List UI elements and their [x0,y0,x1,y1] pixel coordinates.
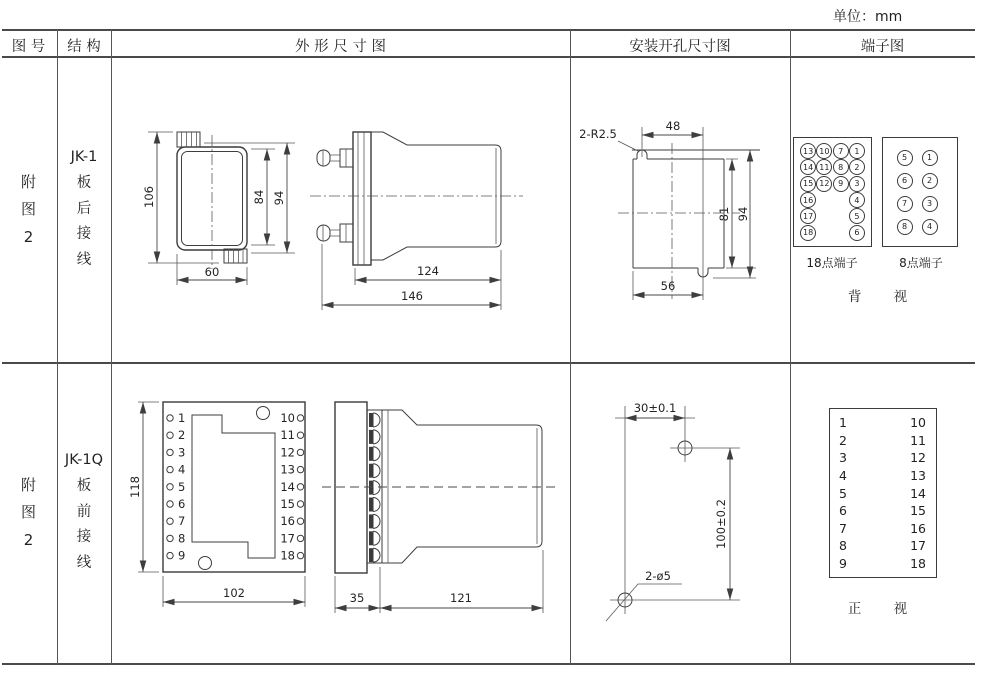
dim-48: 48 [665,119,681,133]
figure-no-char: 附 [20,172,36,191]
dim-102: 102 [223,586,245,600]
bolt-head-icon [373,548,380,562]
structure-text: 接 [76,529,92,546]
structure-text: JK-1 [70,148,98,165]
terminal-number: 11 [910,432,926,448]
bolt-shaft-icon [369,498,374,512]
cell-figure-no-jk1q [0,362,57,663]
front-terminals-right [280,411,303,563]
terminal-number: 3 [839,450,847,466]
terminal-number: 15 [280,497,295,511]
front-terminals-left [167,411,186,563]
terminal-circle: 6 [897,173,913,189]
terminal-dot [297,518,303,524]
terminal-box-18 [829,408,937,578]
terminal-circle: 5 [849,208,865,224]
terminal-dot [167,552,173,558]
jk1-front-dimensions [142,132,295,285]
terminal-number: 13 [280,462,295,477]
terminal-dot [167,501,173,507]
bolt-shaft-icon [369,464,374,478]
jk1-side-dimensions [322,244,501,310]
terminal-number: 4 [839,467,847,483]
rear-view-label: 背 视 [847,289,922,305]
bolt-head-icon [373,531,380,545]
jk1q-drill-dimensions [615,401,730,600]
unit-label: 单位：mm [833,9,903,25]
terminal-number: 1 [178,411,186,425]
jk1q-outline-drawing [111,362,570,663]
terminal-circle: 8 [833,159,849,175]
terminal-number: 16 [910,520,926,536]
dim-30: 30±0.1 [633,401,677,415]
bolt-head-icon [373,481,380,495]
terminal-dot [167,449,173,455]
terminal-circle: 3 [849,176,865,192]
terminal-number: 16 [280,514,295,529]
cell-figure-no-jk1 [0,57,57,362]
terminal-dot [297,552,303,558]
jk1q-side-dimensions [335,550,543,613]
cell-terminal-jk1 [790,57,975,362]
terminal-number: 9 [178,548,186,563]
terminal-circle: 17 [800,208,816,224]
terminal-dot [297,432,303,438]
terminal-number: 5 [178,479,186,494]
front-view-label: 正 视 [847,601,922,617]
terminal-circle: 4 [922,219,938,235]
dim-124: 124 [417,264,439,278]
dim-60: 60 [204,265,220,279]
terminal-dot [167,518,173,524]
terminal-circle: 1 [849,143,865,159]
terminal-number: 5 [839,485,847,501]
structure-text: JK-1Q [64,451,104,468]
dim-118: 118 [128,476,142,498]
jk1-outline-drawing [111,57,570,362]
bolt-shaft-icon [369,447,374,461]
terminal-circle: 4 [849,192,865,208]
terminal-circle: 2 [922,173,938,189]
jk1-side-view [310,132,523,265]
figure-no-char: 2 [23,530,34,549]
header-mounting: 安装开孔尺寸图 [629,39,731,55]
dim-121: 121 [450,591,472,605]
bolt-head-icon [373,498,380,512]
terminal-number: 14 [280,479,295,494]
header-terminal: 端子图 [860,39,905,55]
mounting-bolt-icon [317,224,353,242]
terminal-dot [167,466,173,472]
terminal-number: 17 [910,538,926,554]
terminal-dot [297,501,303,507]
bolt-shaft-icon [369,531,374,545]
structure-text: 接 [76,226,92,243]
bolt-shaft-icon [369,548,374,562]
structure-text: 板 [76,477,92,494]
mounting-bolt-icon [317,149,353,167]
terminal-18-label: 18点端子 [806,256,858,270]
cell-terminal-jk1q [790,362,975,663]
structure-text: 线 [76,555,92,572]
terminal-number: 4 [178,462,186,477]
terminal-dot [297,449,303,455]
terminal-dot [167,432,173,438]
terminal-number: 15 [910,503,926,519]
terminal-number: 3 [178,445,186,460]
structure-text: 后 [76,200,92,217]
terminal-circle: 8 [897,219,913,235]
terminal-numbers-left [839,415,847,571]
terminal-dot [297,466,303,472]
terminal-number: 18 [910,556,926,571]
terminal-circle: 6 [849,225,865,241]
dim-56: 56 [660,279,676,293]
terminal-circle: 15 [800,176,816,192]
jk1q-drill-drawing [570,362,790,663]
jk1-cutout-drawing [570,57,790,362]
terminal-circle: 3 [922,196,938,212]
bolt-shaft-icon [369,514,374,528]
terminal-number: 7 [839,520,847,536]
terminal-number: 2 [178,428,186,443]
terminal-numbers-right [910,415,926,571]
terminal-number: 6 [839,503,847,519]
figure-no-char: 图 [20,503,36,522]
terminal-number: 17 [280,531,295,546]
terminal-circle: 18 [800,225,816,241]
slot-radius-label: 2-R2.5 [579,127,617,141]
jk1-front-view [177,132,247,269]
row-jk1q [0,362,983,663]
jk1-cutout-dimensions [579,119,756,300]
terminal-dot [167,415,173,421]
dim-94: 94 [272,190,286,206]
row-jk1 [0,57,983,362]
terminal-grid-8 [882,137,958,247]
header-outline: 外 形 尺 寸 图 [295,39,386,55]
structure-text: 板 [76,174,92,191]
dim-94-cutout: 94 [736,206,750,222]
dim-146: 146 [401,289,423,303]
figure-no-char: 2 [23,227,34,246]
table-top-rule [2,29,975,31]
terminal-circle: 11 [816,159,832,175]
terminal-number: 10 [910,415,926,430]
structure-text: 线 [76,252,92,269]
terminal-dot [167,535,173,541]
bolt-head-icon [373,413,380,427]
terminal-dot [297,415,303,421]
terminal-bolts [369,413,380,562]
terminal-circle: 16 [800,192,816,208]
terminal-grid-18 [793,137,872,247]
bolt-head-icon [373,464,380,478]
terminal-dot [297,484,303,490]
terminal-number: 8 [839,538,847,554]
terminal-circle: 7 [897,196,913,212]
terminal-number: 14 [910,485,926,501]
cell-structure-jk1q [57,362,111,663]
figure-no-char: 附 [20,475,36,494]
header-structure: 结 构 [67,39,101,55]
terminal-circle: 1 [922,150,938,166]
hole-diameter-label: 2-ø5 [645,569,671,583]
terminal-circle: 10 [816,143,832,159]
jk1q-front-view [163,402,305,572]
dim-100: 100±0.2 [714,499,728,549]
terminal-number: 11 [280,428,295,443]
figure-no-char: 图 [20,200,36,219]
terminal-circle: 14 [800,159,816,175]
bolt-shaft-icon [369,430,374,444]
terminal-dot [167,484,173,490]
terminal-circle: 5 [897,150,913,166]
terminal-number: 6 [178,497,186,511]
terminal-8-label: 8点端子 [899,256,943,270]
bolt-shaft-icon [369,413,374,427]
terminal-number: 9 [839,556,847,571]
jk1q-side-view [322,402,555,573]
dim-84: 84 [252,189,266,205]
cell-structure-jk1 [57,57,111,362]
dim-81: 81 [717,206,731,222]
terminal-circle: 12 [816,176,832,192]
terminal-circle: 2 [849,159,865,175]
terminal-number: 12 [910,450,926,466]
terminal-number: 10 [280,411,295,425]
terminal-number: 1 [839,415,847,430]
terminal-number: 2 [839,432,847,448]
bolt-head-icon [373,447,380,461]
structure-text: 前 [76,503,92,520]
terminal-dot [297,535,303,541]
bolt-head-icon [373,514,380,528]
terminal-number: 13 [910,467,926,483]
terminal-circle: 13 [800,143,816,159]
terminal-circle: 9 [833,176,849,192]
jk1q-front-dimensions [128,402,305,607]
bolt-shaft-icon [369,481,374,495]
terminal-number: 7 [178,514,186,529]
bolt-head-icon [373,430,380,444]
terminal-number: 12 [280,445,295,460]
terminal-number: 18 [280,548,295,563]
dim-106: 106 [142,186,156,208]
terminal-number: 8 [178,531,186,546]
dim-35: 35 [349,591,365,605]
terminal-circle: 7 [833,143,849,159]
header-figure-no: 图 号 [11,39,46,55]
table-bottom-rule [2,663,975,665]
